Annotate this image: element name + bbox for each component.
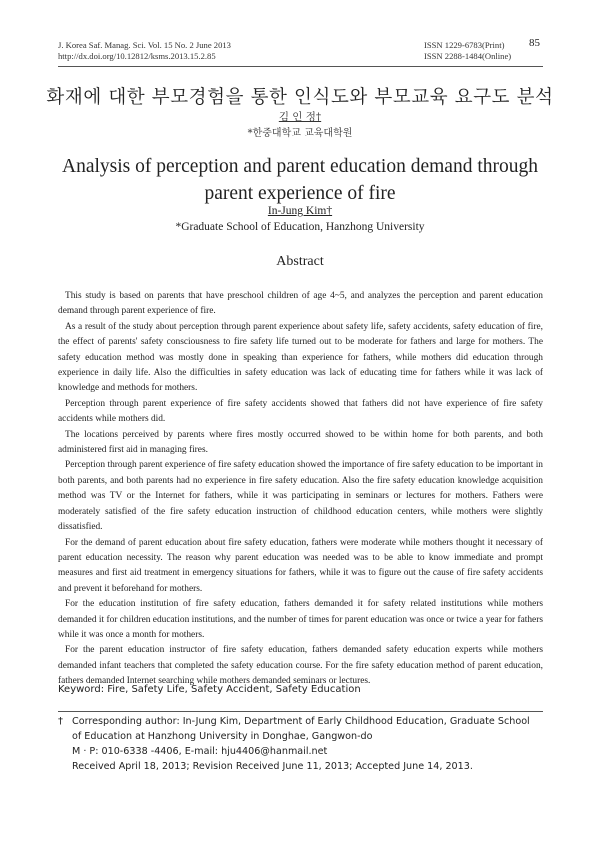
journal-citation: J. Korea Saf. Manag. Sci. Vol. 15 No. 2 June 2013 (58, 40, 231, 50)
corresponding-author-affiliation: of Education at Hanzhong University in Donghae, Gangwon-do (72, 731, 373, 742)
korean-author: 김 인 정† (278, 111, 322, 123)
abstract-paragraph: For the parent education instructor of fire safety education, fathers demanded safety education experts while mothers demanded infant teachers that completed the safety education course. For the fire safety education method of parent education, fathers demanded Internet searching while mothers demanded seminars or lectures. (58, 645, 543, 687)
abstract-paragraph: Perception through parent experience of fire safety accidents showed that fathers did not have experience of fire safety accidents while mothers did. (58, 398, 543, 425)
footnote-divider (58, 711, 543, 712)
abstract-paragraph: As a result of the study about perception through parent experience about safety life, safety accidents, safety education of fire, the effect of parents' safety consciousness to fire safety life turned out to be moderate for fathers and large for mothers. The safety education method was mostly done in speaking than experience for fathers, while mothers did education through experience in daily life. Also the difficulties in safety education was lack of educating time for fathers while it was lack of knowledge and methods for mothers. (58, 321, 543, 394)
korean-title: 화재에 대한 부모경험을 통한 인식도와 부모교육 요구도 분석 (46, 87, 554, 108)
abstract-body (58, 289, 543, 690)
issn-print: ISSN 1229-6783(Print) (424, 40, 505, 50)
keywords: Keyword: Fire, Safety Life, Safety Accident, Safety Education (58, 684, 361, 695)
page-number: 85 (529, 37, 540, 49)
korean-affiliation: *한중대학교 교육대학원 (247, 128, 353, 139)
journal-header-right (424, 40, 511, 62)
abstract-paragraph: For the demand of parent education about fire safety education, fathers were moderate while mothers thought it necessary of parent education necessity. The reason why parent education was needed was to be able to know immediate and prompt measures and first aid treatment in emergency situations for fathers, while it was to figure out the cause of fire safety accidents and prevent it beforehand for mothers. (58, 537, 543, 594)
dagger-mark: † (58, 716, 63, 727)
corresponding-author-line: Corresponding author: In-Jung Kim, Department of Early Childhood Education, Graduate School (72, 716, 530, 727)
abstract-paragraph: For the education institution of fire safety education, fathers demanded it for safety related institutions while mothers demanded it for children education institutions, and the number of times for parent education was once or twice a year for fathers while it was once a month for mothers. (58, 599, 543, 640)
english-title-line-1: Analysis of perception and parent education demand through (62, 156, 538, 177)
issn-online: ISSN 2288-1484(Online) (424, 51, 512, 61)
doi-link[interactable]: http://dx.doi.org/10.12812/ksms.2013.15.2.85 (58, 51, 216, 61)
abstract-paragraph: The locations perceived by parents where fires mostly occurred showed to be within home for both parents, and both administered first aid in managing fires. (58, 429, 543, 456)
abstract-heading: Abstract (276, 254, 324, 269)
english-title (0, 153, 600, 207)
abstract-paragraph: This study is based on parents that have preschool children of age 4~5, and analyzes the perception and parent education demand through parent experience of fire. (58, 291, 543, 317)
header-divider (58, 66, 543, 67)
abstract-paragraph: Perception through parent experience of fire safety education showed the importance of fire safety education to be important in both parents, and both parents had no experience in fire safety education. Also the fire safety education knowledge acquisition method was TV or the Internet for fathers, while it was participating in seminars or lectures for mothers. Fathers were moderately satisfied of the fire safety education instruction of childhood education centers, while mothers were slightly dissatisfied. (58, 460, 543, 533)
english-affiliation: *Graduate School of Education, Hanzhong University (175, 221, 425, 233)
journal-header-left (58, 40, 231, 62)
contact-info: M · P: 010-6338 -4406, E-mail: hju4406@hanmail.net (72, 746, 328, 757)
received-dates: Received April 18, 2013; Revision Received June 11, 2013; Accepted June 14, 2013. (72, 761, 473, 772)
english-author: In-Jung Kim† (267, 205, 333, 217)
english-title-line-2: parent experience of fire (204, 183, 396, 204)
